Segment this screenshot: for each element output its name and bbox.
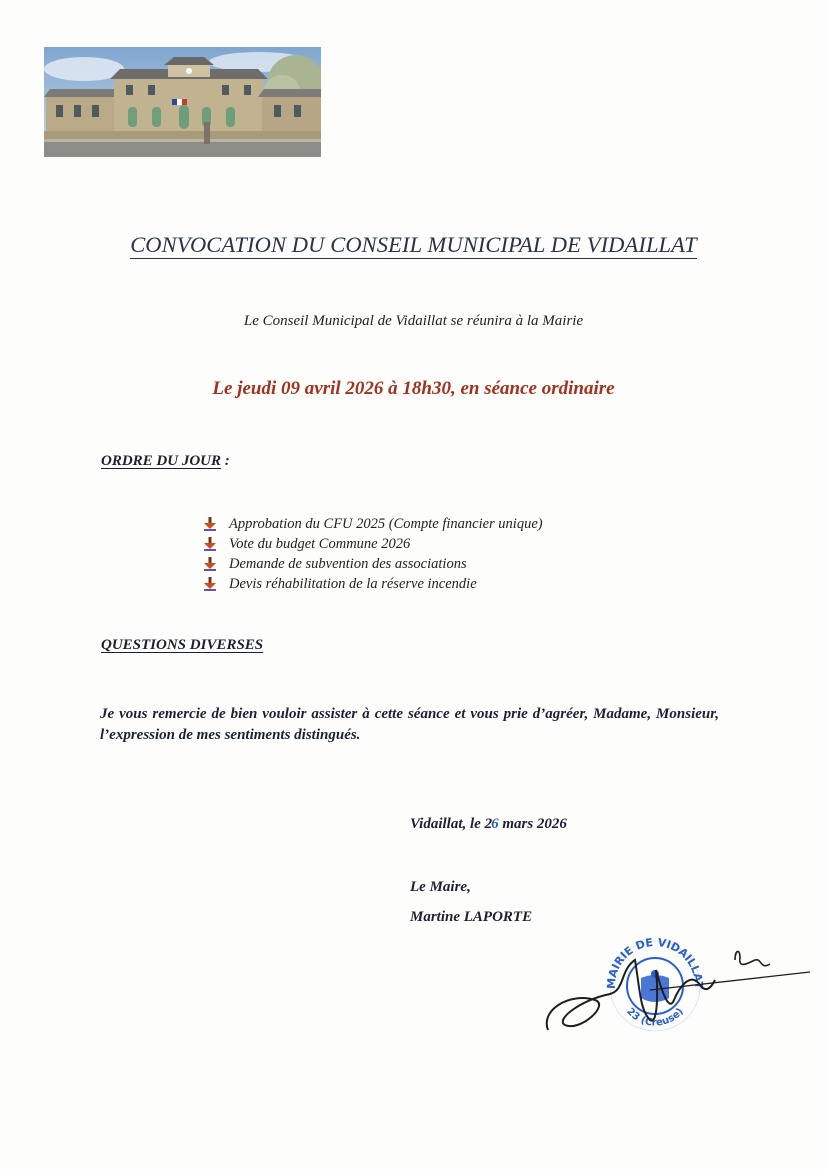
mayor-name: Martine LAPORTE [410,909,533,925]
agenda-item-text: Demande de subvention des associations [229,556,467,572]
document-title-text: CONVOCATION DU CONSEIL MUNICIPAL DE VIDAILLAT [130,232,697,257]
meeting-date: Le jeudi 09 avril 2026 à 18h30, en séance ordinaire [212,378,615,399]
mayor-role: Le Maire, [410,879,471,895]
arrow-bullet-icon [203,557,223,571]
arrow-bullet-icon [203,537,223,551]
agenda-item [203,534,543,554]
agenda-item-text: Approbation du CFU 2025 (Compte financier unique) [229,516,543,532]
ordre-du-jour-colon: : [221,453,230,469]
agenda-item [203,514,543,534]
month-year: mars 2026 [498,816,567,832]
mayor-signature [540,930,820,1045]
agenda-item [203,574,543,594]
stamp-bottom-text: 23 (Creuse) [624,1006,686,1029]
ordre-du-jour-heading [101,453,230,470]
agenda-list [203,514,543,594]
place-and-date [410,816,567,833]
questions-diverses-heading: QUESTIONS DIVERSES [101,637,264,653]
document-title [0,232,827,258]
closing-paragraph: Je vous remercie de bien vouloir assister à cette séance et vous prie d’agréer, Madame, Monsieur, l’expression de mes sentiments distingués. [100,706,719,743]
place-prefix: Vidaillat, le [410,816,485,832]
agenda-item-text: Devis réhabilitation de la réserve incendie [229,576,477,592]
day-printed: 2 [484,816,493,832]
agenda-item [203,554,543,574]
stamp-top-text: MAIRIE DE VIDAILLAT [605,935,705,990]
ordre-du-jour-label: ORDRE DU JOUR [101,453,222,469]
town-hall-photo [44,47,321,157]
agenda-item-text: Vote du budget Commune 2026 [229,536,411,552]
arrow-bullet-icon [203,517,223,531]
intro-text: Le Conseil Municipal de Vidaillat se réunira à la Mairie [243,313,584,329]
day-handwritten: 6 [491,816,499,832]
arrow-bullet-icon [203,577,223,591]
